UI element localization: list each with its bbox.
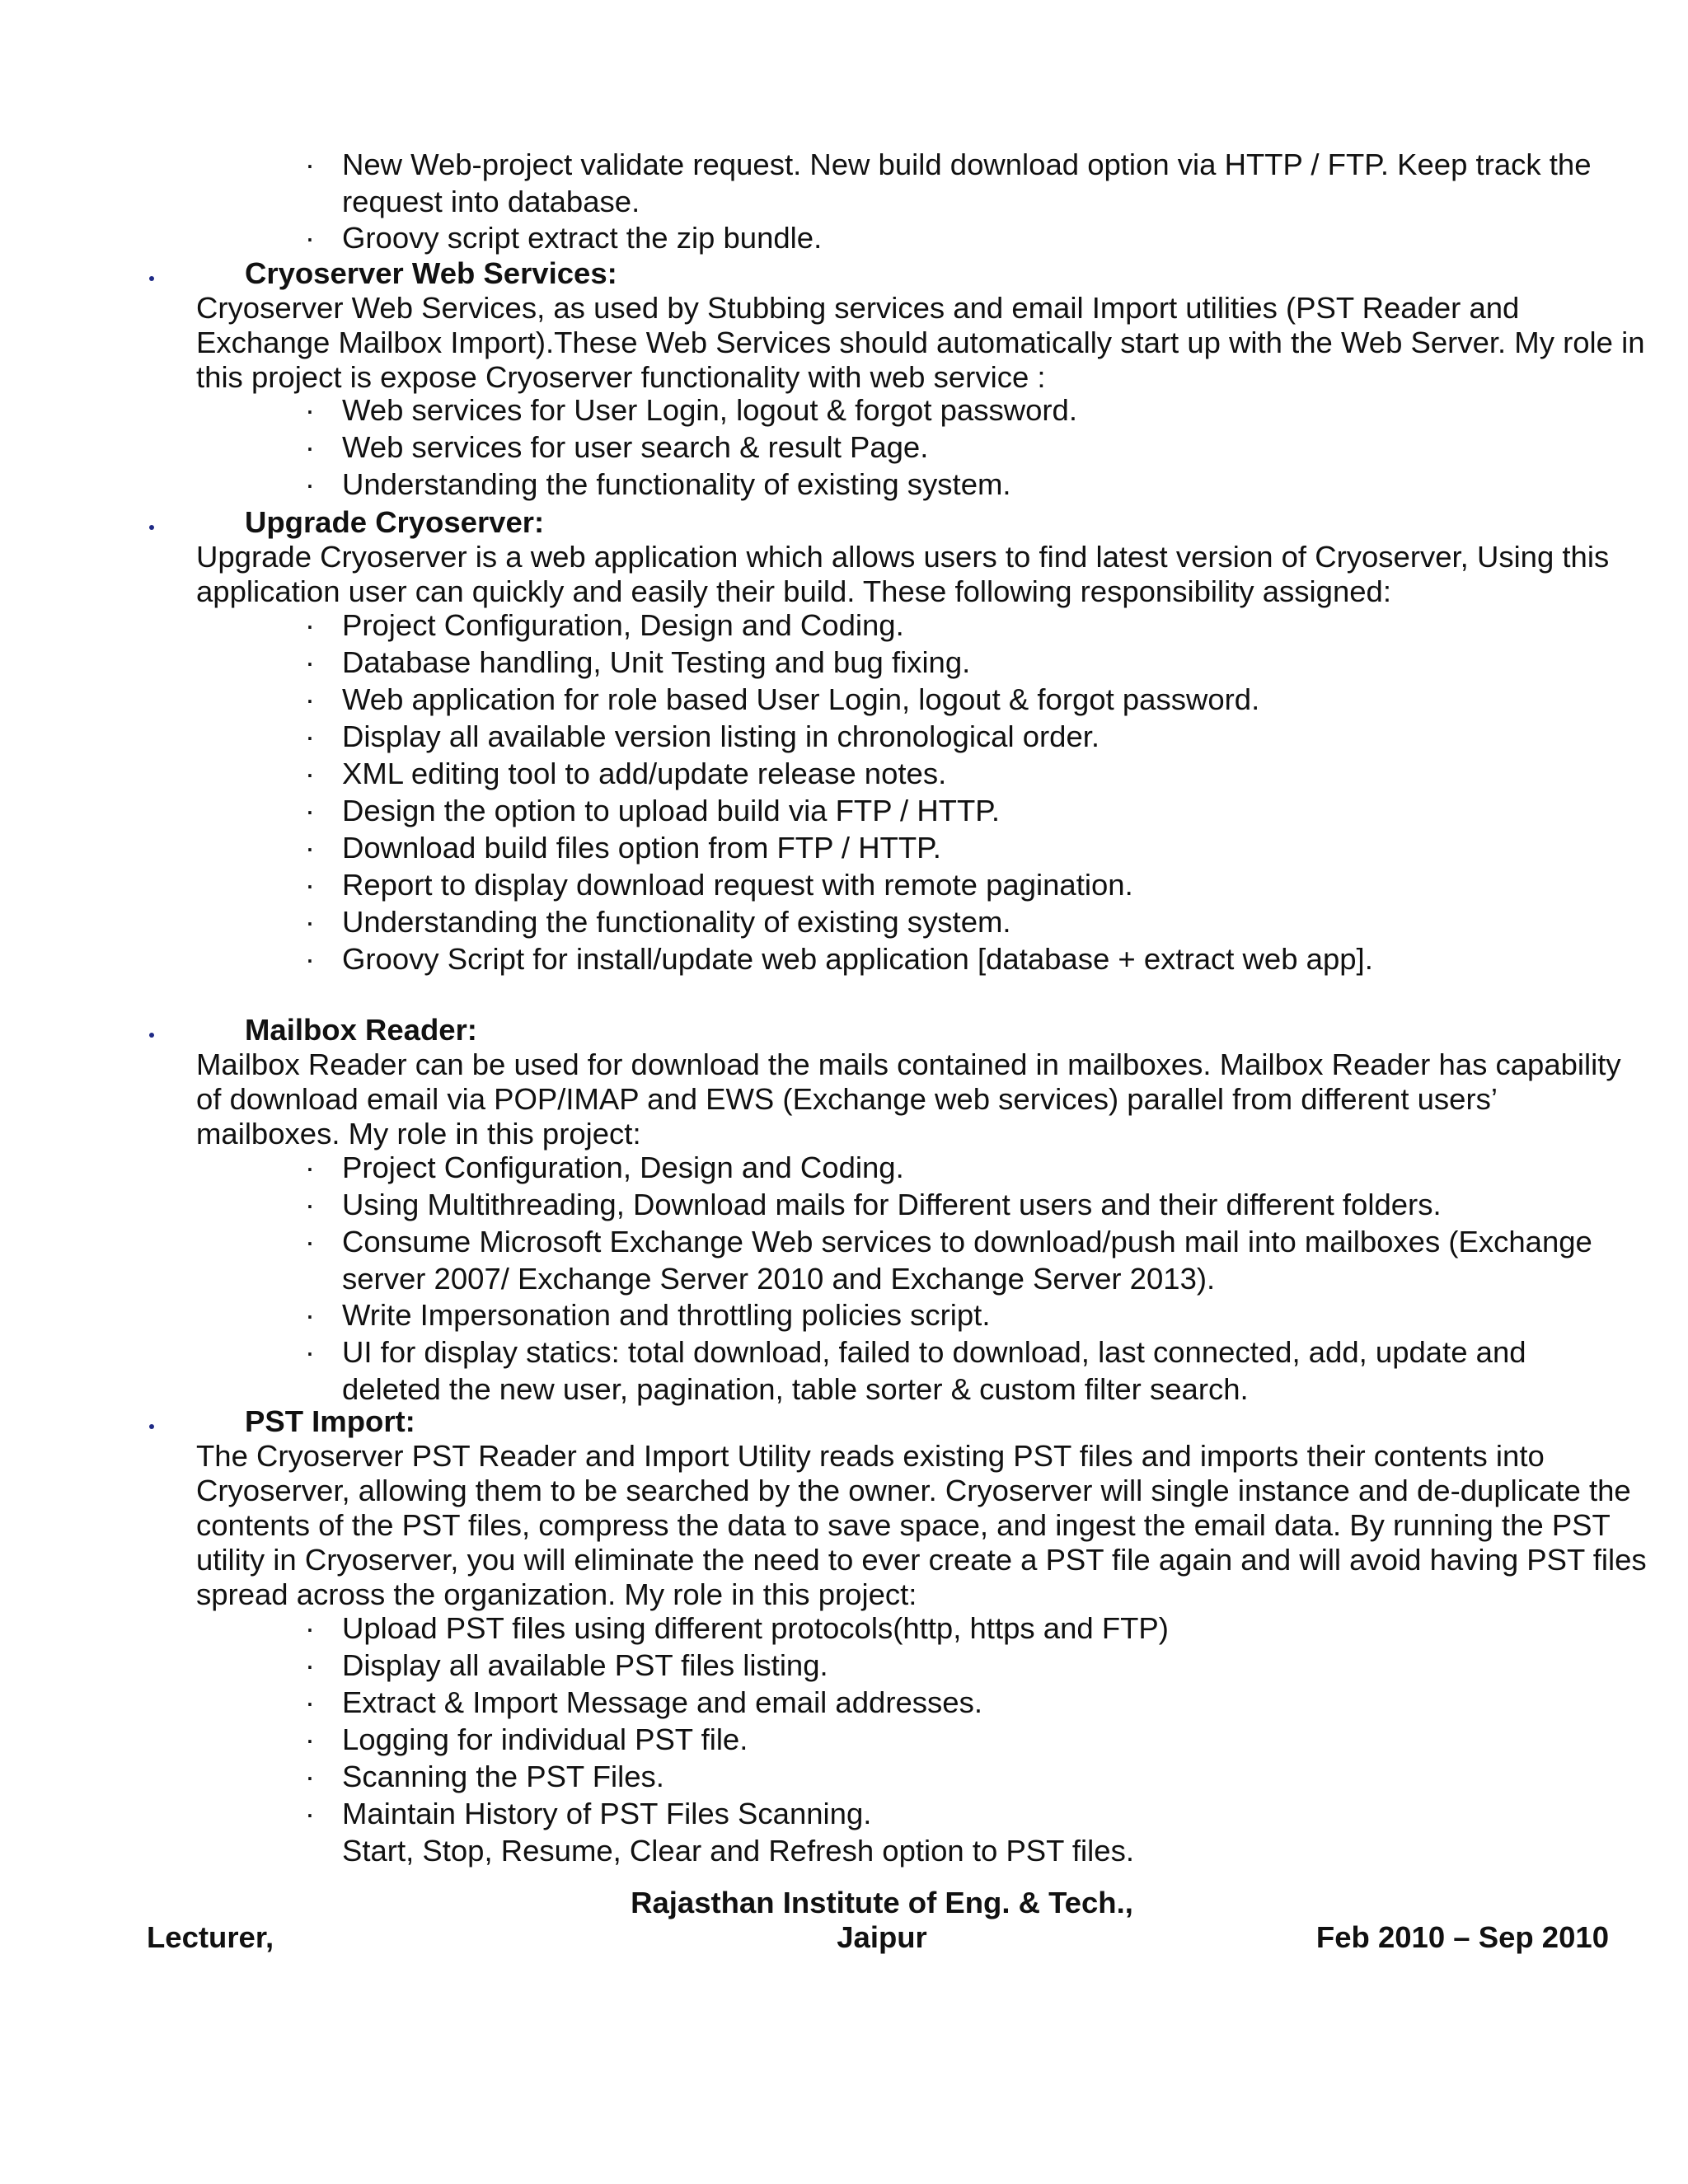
intro-item: · New Web-project validate request. New build download option via HTTP / FTP. Keep track the request into database.: [342, 146, 1628, 220]
section-bullet-icon: [147, 269, 158, 280]
section-bullet-icon: [147, 1417, 158, 1428]
bullet-dot-icon: ·: [304, 682, 316, 716]
list-item: · Upload PST files using different protocols(http, https and FTP): [342, 1610, 1628, 1647]
list-item: · Web services for User Login, logout & forgot password.: [342, 391, 1628, 429]
bullet-dot-icon: ·: [304, 719, 316, 753]
bullet-dot-icon: ·: [304, 1648, 316, 1682]
bullet-dot-icon: ·: [304, 1188, 316, 1221]
section-description: Mailbox Reader can be used for download the mails contained in mailboxes. Mailbox Reader has capability of download email via POP/IMAP and EWS (Exchange web services) parallel from different users’ mailboxes. My role in this project:: [196, 1047, 1621, 1151]
list-item: · Maintain History of PST Files Scanning.: [342, 1795, 1628, 1832]
list-item: · Design the option to upload build via FTP / HTTP.: [342, 792, 1628, 829]
list-item: · Download build files option from FTP / HTTP.: [342, 829, 1628, 866]
list-item: · Report to display download request with remote pagination.: [342, 866, 1628, 903]
section-title: Cryoserver Web Services:: [245, 256, 617, 290]
institution-name: Rajasthan Institute of Eng. & Tech.,: [631, 1886, 1133, 1919]
section-description: The Cryoserver PST Reader and Import Utility reads existing PST files and imports their contents into Cryoserver, allowing them to be searched by the owner. Cryoserver will single instance and de-duplicate the contents of the PST files, compress the data to save space, and ingest the email data. By running the PST utility in Cryoserver, you will eliminate the need to ever create a PST file again and will avoid having PST files spread across the organization. My role in this project:: [196, 1439, 1647, 1611]
bullet-dot-icon: ·: [304, 1335, 316, 1369]
bullet-dot-icon: ·: [304, 467, 316, 501]
bullet-dot-icon: ·: [304, 868, 316, 902]
list-item: · Display all available version listing in chronological order.: [342, 718, 1628, 755]
list-item: · Web application for role based User Login, logout & forgot password.: [342, 681, 1628, 718]
section-description: Upgrade Cryoserver is a web application which allows users to find latest version of Cryoserver, Using this application user can quickly and easily their build. These following responsibility assigned:: [196, 540, 1610, 608]
list-item: · Write Impersonation and throttling policies script.: [342, 1296, 1628, 1333]
job-period: Feb 2010 – Sep 2010: [1315, 1920, 1609, 1954]
section-description: Cryoserver Web Services, as used by Stubbing services and email Import utilities (PST Reader and Exchange Mailbox Import).These Web Services should automatically start up with the Web Server. My role in this project is expose Cryoserver functionality with web service :: [196, 291, 1645, 394]
section-title: PST Import:: [245, 1404, 415, 1438]
bullet-dot-icon: ·: [304, 1722, 316, 1756]
bullet-dot-icon: ·: [304, 430, 316, 464]
list-item: · Logging for individual PST file.: [342, 1721, 1628, 1758]
list-item: · Groovy Script for install/update web application [database + extract web app].: [342, 940, 1628, 977]
institution-city: Jaipur: [837, 1920, 927, 1954]
bullet-dot-icon: ·: [304, 608, 316, 642]
bullet-dot-icon: ·: [304, 831, 316, 865]
list-item: · Project Configuration, Design and Coding.: [342, 1149, 1628, 1186]
list-item: · Project Configuration, Design and Coding.: [342, 607, 1628, 644]
section-title: Mailbox Reader:: [245, 1013, 477, 1047]
list-item: · Display all available PST files listing.: [342, 1647, 1628, 1684]
intro-item: · Groovy script extract the zip bundle.: [342, 219, 1628, 256]
bullet-dot-icon: ·: [304, 905, 316, 939]
list-item: · Database handling, Unit Testing and bug fixing.: [342, 644, 1628, 681]
bullet-dot-icon: ·: [304, 645, 316, 679]
bullet-dot-icon: ·: [304, 1225, 316, 1258]
bullet-dot-icon: ·: [304, 393, 316, 427]
section-bullet-icon: [147, 1025, 158, 1037]
bullet-dot-icon: ·: [304, 1611, 316, 1645]
job-title: Lecturer,: [147, 1920, 274, 1954]
bullet-dot-icon: ·: [304, 942, 316, 976]
section-bullet-icon: [147, 518, 158, 529]
list-item: · Consume Microsoft Exchange Web services to download/push mail into mailboxes (Exchange server 2007/ Exchange Server 2010 and Exchange Server 2013).: [342, 1223, 1628, 1297]
list-item: · Scanning the PST Files.: [342, 1758, 1628, 1795]
bullet-dot-icon: ·: [304, 1760, 316, 1793]
list-item: · Understanding the functionality of existing system.: [342, 466, 1628, 503]
bullet-dot-icon: ·: [304, 1685, 316, 1719]
list-item: · Extract & Import Message and email addresses.: [342, 1684, 1628, 1721]
bullet-dot-icon: ·: [304, 1151, 316, 1184]
list-item: · Web services for user search & result Page.: [342, 429, 1628, 466]
bullet-dot-icon: ·: [304, 148, 316, 181]
bullet-dot-icon: ·: [304, 794, 316, 827]
section-title: Upgrade Cryoserver:: [245, 505, 545, 539]
bullet-dot-icon: ·: [304, 757, 316, 790]
list-item: · UI for display statics: total download, failed to download, last connected, add, update and deleted the new user, pagination, table sorter & custom filter search.: [342, 1333, 1628, 1408]
job-institution: [577, 1886, 1187, 1955]
list-item: · XML editing tool to add/update release notes.: [342, 755, 1628, 792]
bullet-dot-icon: ·: [304, 221, 316, 255]
bullet-dot-icon: ·: [304, 1797, 316, 1830]
list-continuation: Start, Stop, Resume, Clear and Refresh option to PST files.: [342, 1834, 1134, 1868]
list-item: · Using Multithreading, Download mails for Different users and their different folders.: [342, 1186, 1628, 1223]
list-item: · Understanding the functionality of existing system.: [342, 903, 1628, 940]
bullet-dot-icon: ·: [304, 1298, 316, 1332]
